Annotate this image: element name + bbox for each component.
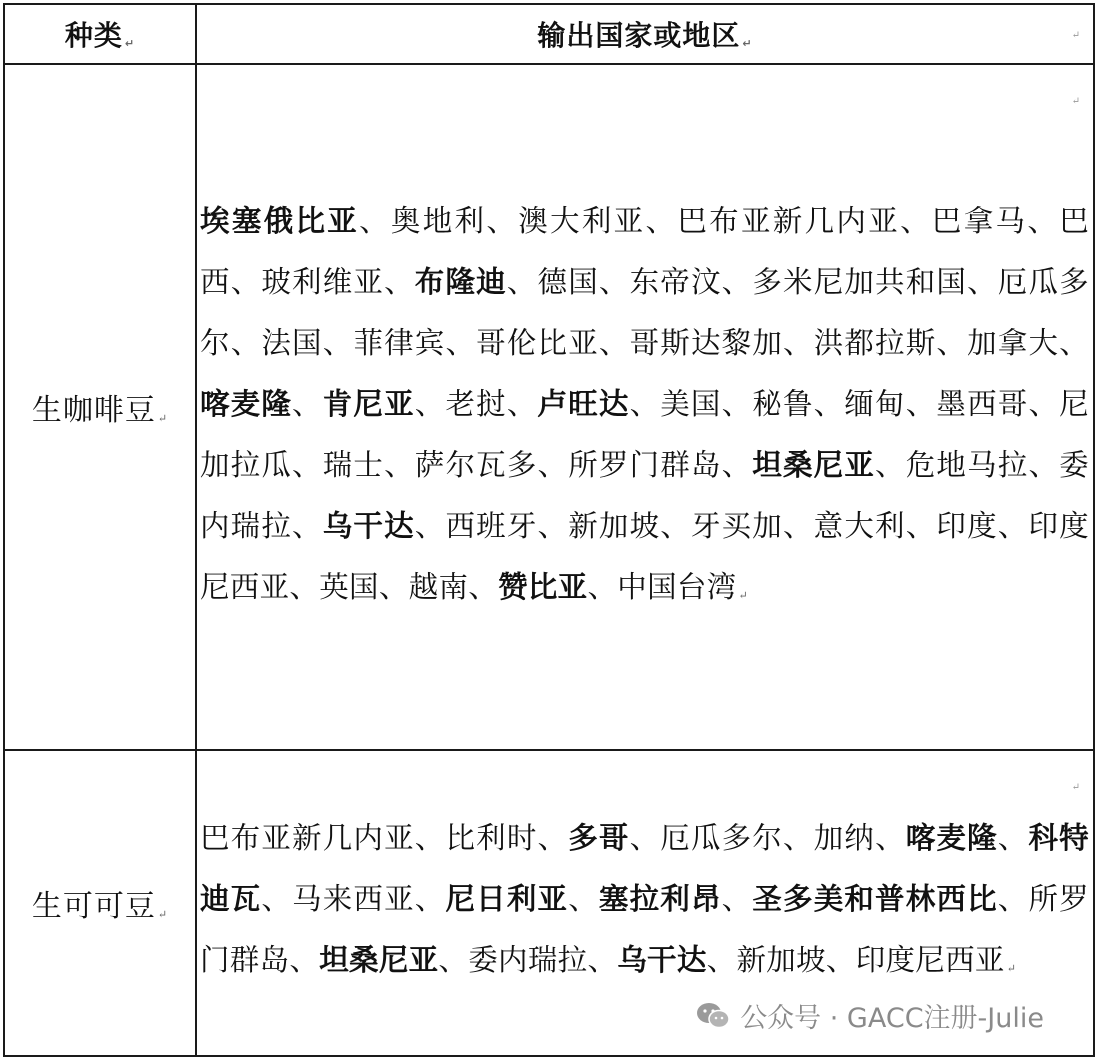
separator: 、 [292,508,323,543]
separator: 、 [230,264,262,299]
separator: 、 [629,820,661,855]
separator: 、 [289,569,320,604]
country-name: 东帝汶 [629,264,722,299]
separator: 、 [261,881,293,916]
separator: 、 [721,447,753,482]
separator: 、 [289,942,320,977]
country-name: 德国 [537,264,599,299]
country-name: 布隆迪 [414,264,507,299]
separator: 、 [414,820,446,855]
paragraph-mark: ↵ [157,908,169,921]
country-name: 尼日利亚 [445,881,569,916]
separator: 、 [414,508,446,543]
country-name: 坦桑尼亚 [752,447,876,482]
country-name: 加拿大 [967,325,1060,360]
country-name: 中国台湾 [617,569,737,604]
paragraph-mark: ↵ [1071,30,1080,41]
paragraph-mark: ↵ [124,37,136,50]
separator: 、 [629,386,661,421]
separator: 、 [438,942,469,977]
origin-table [3,3,1095,1057]
paragraph-mark: ↵ [1006,961,1017,975]
separator: 、 [568,881,599,916]
separator: 、 [506,264,538,299]
country-name: 新加坡 [568,508,661,543]
country-name: 所罗门群岛 [568,447,722,482]
separator: 、 [384,447,415,482]
separator: 、 [721,386,753,421]
country-name: 喀麦隆 [905,820,998,855]
separator: 、 [537,820,569,855]
country-name: 瑞士 [322,447,385,482]
separator: 、 [905,508,937,543]
country-name: 所罗门群岛 [200,881,1089,977]
separator: 、 [997,820,1029,855]
country-name: 巴布亚新几内亚 [200,820,415,855]
separator: 、 [936,325,968,360]
country-name: 圣多美和普林西比 [752,881,998,916]
separator: 、 [997,881,1029,916]
country-list [197,189,1093,626]
separator: 、 [1059,325,1089,360]
country-name: 美国 [660,386,722,421]
separator: 、 [825,942,856,977]
country-name: 巴布亚新几内亚 [677,203,901,238]
country-name: 萨尔瓦多 [414,447,538,482]
country-name: 法国 [261,325,323,360]
separator: 、 [1028,386,1060,421]
separator: 、 [587,942,618,977]
kind-cell [4,750,196,1056]
country-name: 肯尼亚 [322,386,415,421]
separator: 、 [359,203,391,238]
separator: 、 [783,820,814,855]
header-cell-origin [196,4,1094,64]
paragraph-mark: ↵ [157,412,169,425]
separator: 、 [506,386,538,421]
country-name: 委内瑞拉 [200,447,1089,543]
separator: 、 [1027,203,1060,238]
separator: 、 [721,881,753,916]
separator: 、 [414,386,446,421]
header-cell-kind [4,4,196,64]
separator: 、 [782,508,814,543]
country-name: 西班牙 [445,508,538,543]
country-name: 危地马拉 [905,447,1029,482]
country-name: 加纳 [813,820,876,855]
paragraph-mark: ↵ [738,588,749,602]
country-name: 巴拿马 [931,203,1028,238]
kind-label: 生咖啡豆 [31,393,156,428]
separator: 、 [875,820,906,855]
country-name: 秘鲁 [752,386,814,421]
separator: 、 [660,508,691,543]
country-name: 牙买加 [690,508,783,543]
paragraph-mark: ↵ [742,37,753,50]
table-row [4,64,1094,750]
country-name: 越南 [408,569,469,604]
country-name: 多米尼加共和国 [752,264,968,299]
separator: 、 [721,264,753,299]
separator: 、 [813,386,845,421]
paragraph-mark: ↵ [1071,782,1080,793]
separator: 、 [967,264,998,299]
watermark-text: 公众号 · GACC注册-Julie [740,1003,1044,1034]
country-name: 印度尼西亚 [855,942,1005,977]
wechat-icon [696,1002,730,1030]
separator: 、 [900,203,932,238]
country-name: 洪都拉斯 [813,325,937,360]
separator: 、 [587,569,618,604]
table-header-row [4,4,1094,64]
separator: 、 [384,264,415,299]
country-name: 老挝 [445,386,507,421]
separator: 、 [292,447,323,482]
country-name: 玻利维亚 [261,264,385,299]
country-name: 缅甸 [844,386,906,421]
country-name: 多哥 [568,820,630,855]
country-name: 厄瓜多尔 [200,264,1089,360]
kind-cell [4,64,196,750]
country-name: 英国 [319,569,379,604]
header-kind-label: 种类 [64,19,123,52]
separator: 、 [997,508,1029,543]
paragraph-mark: ↵ [1071,96,1080,107]
separator: 、 [1028,447,1060,482]
separator: 、 [486,203,519,238]
country-name: 委内瑞拉 [468,942,588,977]
country-name: 哥伦比亚 [476,325,599,360]
countries-cell [196,64,1094,750]
separator: 、 [905,386,937,421]
country-name: 墨西哥 [936,386,1029,421]
country-name: 科特迪瓦 [200,820,1089,916]
country-name: 塞拉利昂 [598,881,722,916]
separator: 、 [537,447,569,482]
country-name: 乌干达 [322,508,415,543]
separator: 、 [378,569,409,604]
country-name: 坦桑尼亚 [319,942,439,977]
separator: 、 [322,325,354,360]
separator: 、 [783,325,814,360]
kind-label: 生可可豆 [31,889,156,924]
separator: 、 [537,508,569,543]
separator: 、 [645,203,678,238]
separator: 、 [292,386,323,421]
country-name: 新加坡 [736,942,826,977]
country-name: 澳大利亚 [518,203,646,238]
separator: 、 [598,264,630,299]
watermark [696,996,1044,1035]
header-origin-label: 输出国家或地区 [537,19,741,52]
country-name: 马来西亚 [292,881,415,916]
country-name: 比利时 [445,820,538,855]
country-name: 乌干达 [617,942,707,977]
country-name: 印度 [936,508,998,543]
country-name: 哥斯达黎加 [629,325,783,360]
country-name: 尼加拉瓜 [200,386,1089,482]
separator: 、 [706,942,737,977]
country-name: 意大利 [813,508,906,543]
separator: 、 [598,325,630,360]
country-name: 赞比亚 [498,569,588,604]
country-list [197,808,1093,999]
separator: 、 [445,325,477,360]
country-name: 厄瓜多尔 [660,820,783,855]
country-name: 卢旺达 [537,386,630,421]
country-name: 奥地利 [390,203,487,238]
separator: 、 [468,569,499,604]
country-name: 喀麦隆 [200,386,293,421]
separator: 、 [414,881,446,916]
country-name: 埃塞俄比亚 [200,203,360,238]
country-name: 印度尼西亚 [200,508,1089,604]
country-name: 菲律宾 [353,325,446,360]
separator: 、 [230,325,262,360]
separator: 、 [875,447,906,482]
country-name: 巴西 [200,203,1089,299]
